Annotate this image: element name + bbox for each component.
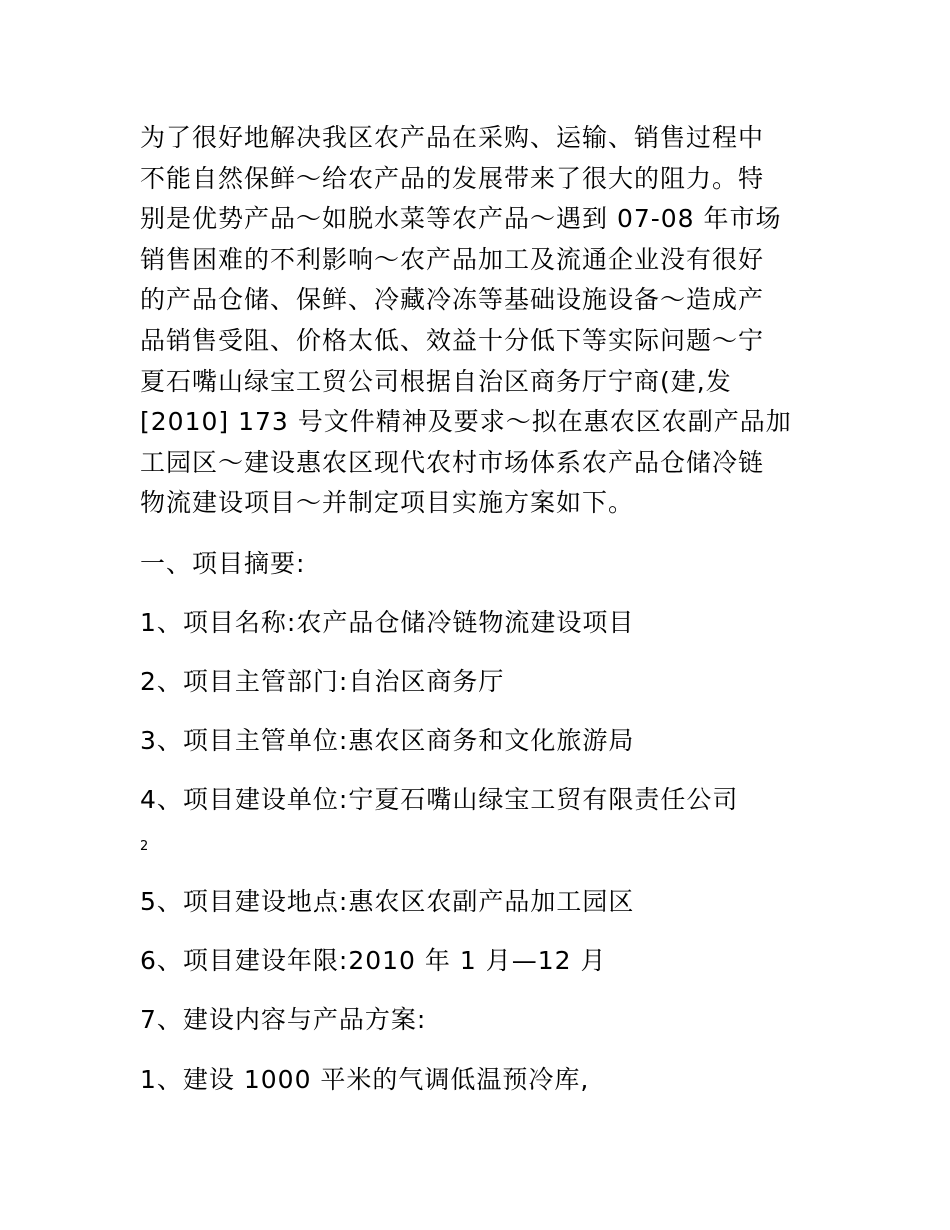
item-construction-site: 5、项目建设地点:惠农区农副产品加工园区 [140,887,635,916]
intro-line: 销售困难的不利影响～农产品加工及流通企业没有很好 [140,244,765,274]
intro-line: 物流建设项目～并制定项目实施方案如下。 [140,488,635,518]
intro-line: 品销售受阻、价格太低、效益十分低下等实际问题～宁 [140,325,765,355]
item-managing-department: 2、项目主管部门:自治区商务厅 [140,667,505,696]
item-project-name: 1、项目名称:农产品仓储冷链物流建设项目 [140,608,635,637]
intro-line: 夏石嘴山绿宝工贸公司根据自治区商务厅宁商(建,发 [140,366,732,396]
intro-line: 的产品仓储、保鲜、冷藏冷冻等基础设施设备～造成产 [140,285,765,315]
intro-line: [2010] 173 号文件精神及要求～拟在惠农区农副产品加 [140,407,792,437]
intro-line: 别是优势产品～如脱水菜等农产品～遇到 07-08 年市场 [140,204,782,234]
item-cold-storage: 1、建设 1000 平米的气调低温预冷库, [140,1065,590,1094]
intro-line: 为了很好地解决我区农产品在采购、运输、销售过程中 [140,123,765,152]
item-managing-unit: 3、项目主管单位:惠农区商务和文化旅游局 [140,726,635,755]
page-number: 2 [140,839,149,854]
intro-line: 不能自然保鲜～给农产品的发展带来了很大的阻力。特 [140,163,765,193]
item-construction-period: 6、项目建设年限:2010 年 1 月—12 月 [140,946,607,975]
section-heading-summary: 一、项目摘要: [140,549,306,578]
item-construction-unit: 4、项目建设单位:宁夏石嘴山绿宝工贸有限责任公司 [140,785,739,814]
item-content-heading: 7、建设内容与产品方案: [140,1005,427,1034]
intro-line: 工园区～建设惠农区现代农村市场体系农产品仓储冷链 [140,447,765,477]
intro-paragraph [140,118,820,524]
